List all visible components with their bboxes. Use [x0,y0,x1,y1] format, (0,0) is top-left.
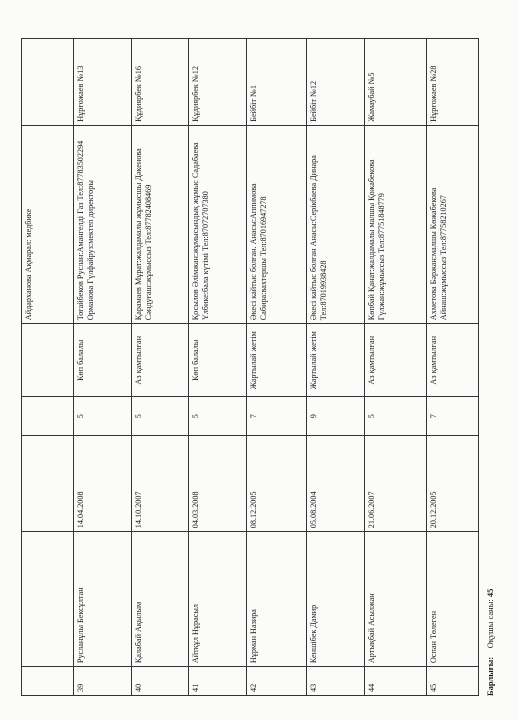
cell-num: 41 [189,667,247,696]
cell-parents: Ахметова Бәржан:малшы Көжабекова Айнаш:жұмыссыз Тел:87758210267 [427,125,479,323]
table-row-header [22,39,74,696]
table-row [427,39,479,696]
cell-date: 20.12.2005 [427,435,479,531]
table-row [74,39,132,696]
students-table [21,38,479,696]
cell-num: 43 [307,667,365,696]
cell-num: 39 [74,667,132,696]
cell-teacher: Бейбіт №12 [307,39,365,126]
cell-teacher: Нұрғожаев №13 [74,39,132,126]
cell-parents: Әкесі кайтыс болған. Анасы:Аппимова Сабира:вахтершы Тел:87016947278 [247,125,307,323]
cell-name: Кеншібек Дамир [307,532,365,667]
cell-status: Аз қамтылған [132,324,189,397]
cell-date: 14.04.2008 [74,435,132,531]
cell-name: Артықбай Асылжан [365,532,427,667]
cell-parents: Қосылов Әлімжан:жұмысындық жұмыс Садабаева Үлбике:бала күтімі Тел:87072707380 [189,125,247,323]
cell-teacher: Құдиярбек №16 [132,39,189,126]
cell-name: Айтқұл Нұрасыл [189,532,247,667]
table-row [365,39,427,696]
table-row [307,39,365,696]
cell-date: 04.03.2008 [189,435,247,531]
cell-count: 7 [247,397,307,436]
cell-count: 5 [132,397,189,436]
cell-date: 08.12.2005 [247,435,307,531]
cell-count: 5 [74,397,132,436]
cell-status: Жартылай жетім [247,324,307,397]
cell-teacher: Жамаубай №5 [365,39,427,126]
table-row [189,39,247,696]
cell-date: 14.10.2007 [132,435,189,531]
cell-parents: Тоғайбеков Руслан:Амангелді Газ Тел:87783502294 Орманова Гүлфайруз:мектеп директоры [74,125,132,323]
cell-count: 7 [427,397,479,436]
table-row [247,39,307,696]
cell-name: Оспан Төлеген [427,532,479,667]
cell-parents: Әкесі кайтыс болған Анасы:Серікбаева Динара Тел:87019938428 [307,125,365,323]
cell-count: 9 [307,397,365,436]
cell-num: 44 [365,667,427,696]
cell-count: 5 [189,397,247,436]
cell-name: Нұрман Назира [247,532,307,667]
cell-status: Аз қамтылған [365,324,427,397]
cell-status: Көп балалы [74,324,132,397]
cell-teacher: Құдиярбек №12 [189,39,247,126]
cell-status: Аз қамтылған [427,324,479,397]
cell-date: 21.06.2007 [365,435,427,531]
footer-label: Барлығы: [485,656,495,696]
cell-teacher: Бейбіт №1 [247,39,307,126]
cell-status: Көп балалы [189,324,247,397]
cell-num: 42 [247,667,307,696]
cell-num: 40 [132,667,189,696]
table-footer [485,589,495,696]
cell-name: Қалабай Ақылым [132,532,189,667]
cell-date: 05.08.2004 [307,435,365,531]
cell-parents: Көпбай Қанат:жалдамалы малшы Қожабекова Гүлжан:жұмыссыз Тел:87751848779 [365,125,427,323]
cell-name: Русланұлы Бексұлтан [74,532,132,667]
parent-cell: Айдарханова Ақмарал: медбике [22,125,74,323]
cell-num: 45 [427,667,479,696]
cell-teacher: Нұрғожаев №28 [427,39,479,126]
cell-count: 5 [365,397,427,436]
cell-parents: Қарамаев Мұрат:жалдамалы жұмысшы Дәкенова Сәндуғаш:жұмыссыз Тел:87782408469 [132,125,189,323]
footer-total: 45 [485,588,495,598]
footer-text: Оқушы саны: [485,599,495,649]
cell-status: Жартылай жетім [307,324,365,397]
table-row [132,39,189,696]
